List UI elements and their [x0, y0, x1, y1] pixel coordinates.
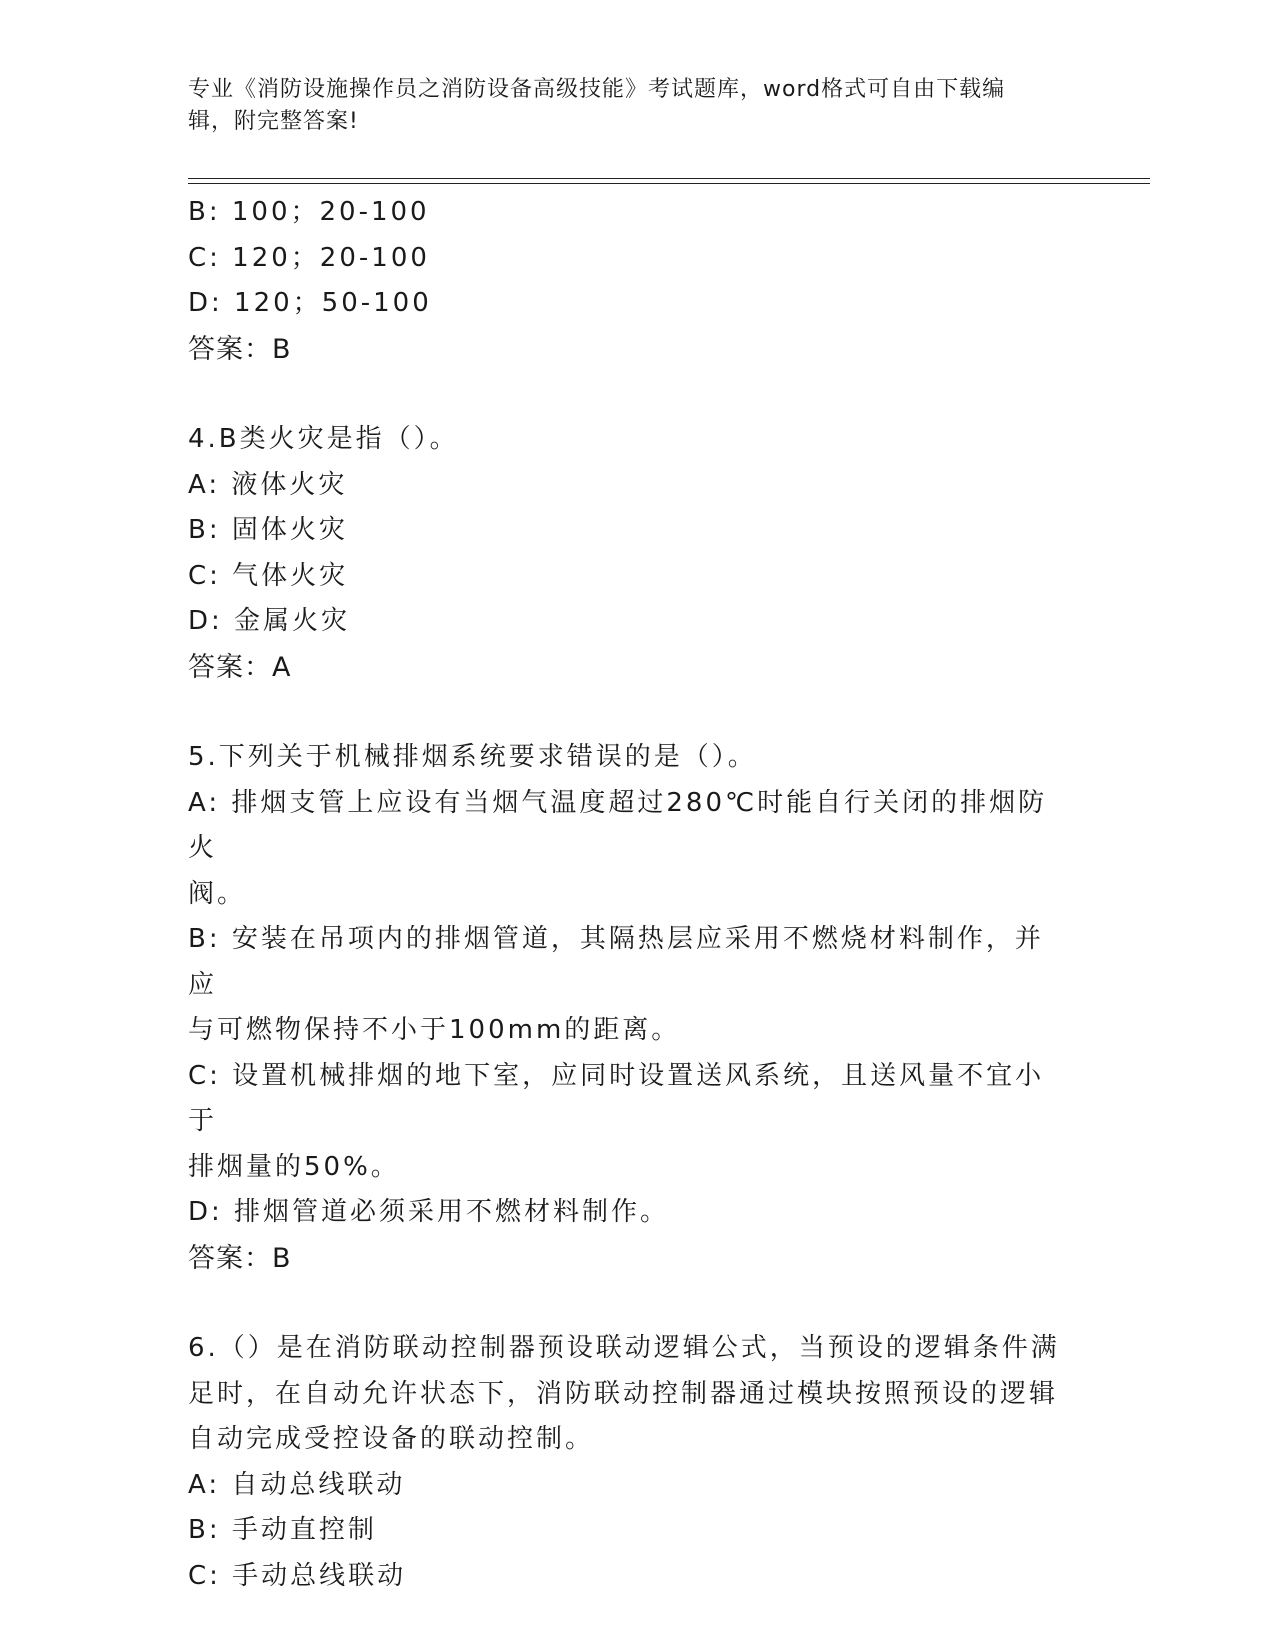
q4-option-c: C: 气体火灾 — [188, 560, 349, 591]
q4-option-d: D: 金属火灾 — [188, 606, 351, 636]
header-rule-top — [188, 178, 1150, 179]
question-6 — [188, 1326, 1068, 1599]
q4-stem: 4.B类火灾是指（）。 — [188, 424, 459, 454]
q5-option-b-line-2: 与可燃物保持不小于100mm的距离。 — [188, 1015, 681, 1045]
header-title-line-1: 专业《消防设施操作员之消防设备高级技能》考试题库，word格式可自由下载编 — [188, 77, 1006, 102]
q5-option-c-line-2: 排烟量的50%。 — [188, 1151, 400, 1182]
header-title-line-2: 辑，附完整答案! — [188, 109, 359, 134]
question-4 — [188, 417, 1068, 690]
spacer — [188, 372, 1068, 417]
q6-stem-line-3: 自动完成受控设备的联动控制。 — [188, 1424, 595, 1454]
q4-option-b: B: 固体火灾 — [188, 515, 348, 545]
q5-option-c-line-1: C: 设置机械排烟的地下室，应同时设置送风系统，且送风量不宜小于 — [188, 1060, 1045, 1136]
page-header — [188, 74, 1068, 138]
q6-stem-line-1: 6.（）是在消防联动控制器预设联动逻辑公式，当预设的逻辑条件满 — [188, 1333, 1060, 1363]
question-3 — [188, 190, 1068, 372]
q6-option-c: C: 手动总线联动 — [188, 1560, 407, 1591]
q6-option-b: B: 手动直控制 — [188, 1515, 377, 1545]
spacer — [188, 690, 1068, 735]
q3-option-d: D: 120；50-100 — [188, 288, 432, 318]
q3-option-c: C: 120；20-100 — [188, 242, 430, 273]
q3-answer: 答案：B — [188, 333, 292, 365]
q4-answer: 答案：A — [188, 651, 292, 683]
q5-option-a-line-2: 阀。 — [188, 878, 247, 909]
q5-answer: 答案：B — [188, 1242, 292, 1274]
q5-option-a-line-1: A: 排烟支管上应设有当烟气温度超过280℃时能自行关闭的排烟防火 — [188, 787, 1048, 863]
q6-option-a: A: 自动总线联动 — [188, 1469, 406, 1500]
q6-stem-line-2: 足时，在自动允许状态下，消防联动控制器通过模块按照预设的逻辑 — [188, 1378, 1059, 1409]
question-5 — [188, 735, 1068, 1281]
header-rule-bottom — [188, 183, 1150, 184]
q5-stem: 5.下列关于机械排烟系统要求错误的是（）。 — [188, 742, 757, 772]
question-list — [188, 190, 1068, 1599]
q5-option-b-line-1: B: 安装在吊项内的排烟管道，其隔热层应采用不燃烧材料制作，并应 — [188, 924, 1044, 1000]
q5-option-d: D: 排烟管道必须采用不燃材料制作。 — [188, 1197, 670, 1227]
q3-option-b: B: 100；20-100 — [188, 197, 430, 227]
q4-option-a: A: 液体火灾 — [188, 469, 348, 500]
spacer — [188, 1281, 1068, 1326]
